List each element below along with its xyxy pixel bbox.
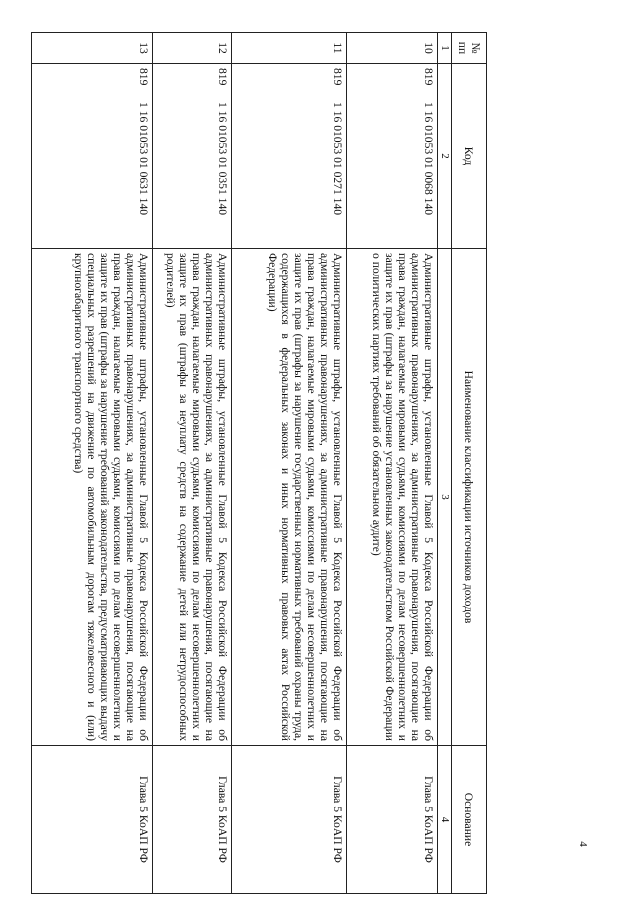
admin-code: 819 [137,68,150,86]
table-row [153,33,232,894]
table-header-row [452,33,487,894]
row-name: Административные штрафы, установленные Главой 5 Кодекса Российской Федерации об административных правонарушениях, за административные правонарушения, посягающие на права граждан, налагаемые мировыми судьями, комиссиями по делам несовершеннолетних и защите их прав (штрафы за нарушение государственных нормативных требований охраны труда, содержащихся в федеральных законах и иных нормативных правовых актах Российской Федерации) [232,249,347,746]
admin-code: 819 [422,68,435,86]
row-code [153,64,232,249]
row-code [232,64,347,249]
admin-code: 819 [216,68,229,86]
header-name: Наименование классификации источников доходов [452,249,487,746]
row-number: 10 [347,33,438,64]
admin-code: 819 [331,68,344,86]
column-number-row [438,33,452,894]
header-basis: Основание [452,746,487,894]
row-basis: Глава 5 КоАП РФ [32,746,153,894]
budget-code: 1 16 01053 01 0631 140 [137,102,150,216]
column-number: 4 [438,746,452,894]
row-name: Административные штрафы, установленные Главой 5 Кодекса Российской Федерации об административных правонарушениях, за административные правонарушения, посягающие на права граждан, налагаемые мировыми судьями, комиссиями по делам несовершеннолетних и защите их прав (штрафы за нарушение требований законодательства, предусматривающих выдачу специальных разрешений на движение по автомобильным дорогам тяжеловесного и (или) крупногабаритного транспортного средства) [32,249,153,746]
header-code: Код [452,64,487,249]
table-row [347,33,438,894]
row-code [32,64,153,249]
row-basis: Глава 5 КоАП РФ [153,746,232,894]
row-basis: Глава 5 КоАП РФ [347,746,438,894]
header-num: № пп [452,33,487,64]
budget-code: 1 16 01053 01 0271 140 [331,102,344,216]
table-row [32,33,153,894]
row-name: Административные штрафы, установленные Главой 5 Кодекса Российской Федерации об административных правонарушениях, за административные правонарушения, посягающие на права граждан, налагаемые мировыми судьями, комиссиями по делам несовершеннолетних и защите их прав (штрафы за нарушение установленных законодательством Российской Федерации о политических партиях требований об обязательном аудите) [347,249,438,746]
revenue-classification-table [31,32,487,894]
column-number: 1 [438,33,452,64]
row-basis: Глава 5 КоАП РФ [232,746,347,894]
budget-code: 1 16 01053 01 0351 140 [216,102,229,216]
row-code [347,64,438,249]
row-number: 12 [153,33,232,64]
row-number: 11 [232,33,347,64]
column-number: 3 [438,249,452,746]
budget-code: 1 16 01053 01 0068 140 [422,102,435,216]
column-number: 2 [438,64,452,249]
row-name: Административные штрафы, установленные Главой 5 Кодекса Российской Федерации об административных правонарушениях, за административные правонарушения, посягающие на права граждан, налагаемые мировыми судьями, комиссиями по делам несовершеннолетних и защите их прав (штрафы за неуплату средств на содержание детей или нетрудоспособных родителей) [153,249,232,746]
page-number: 4 [576,841,589,847]
row-number: 13 [32,33,153,64]
table-row [232,33,347,894]
